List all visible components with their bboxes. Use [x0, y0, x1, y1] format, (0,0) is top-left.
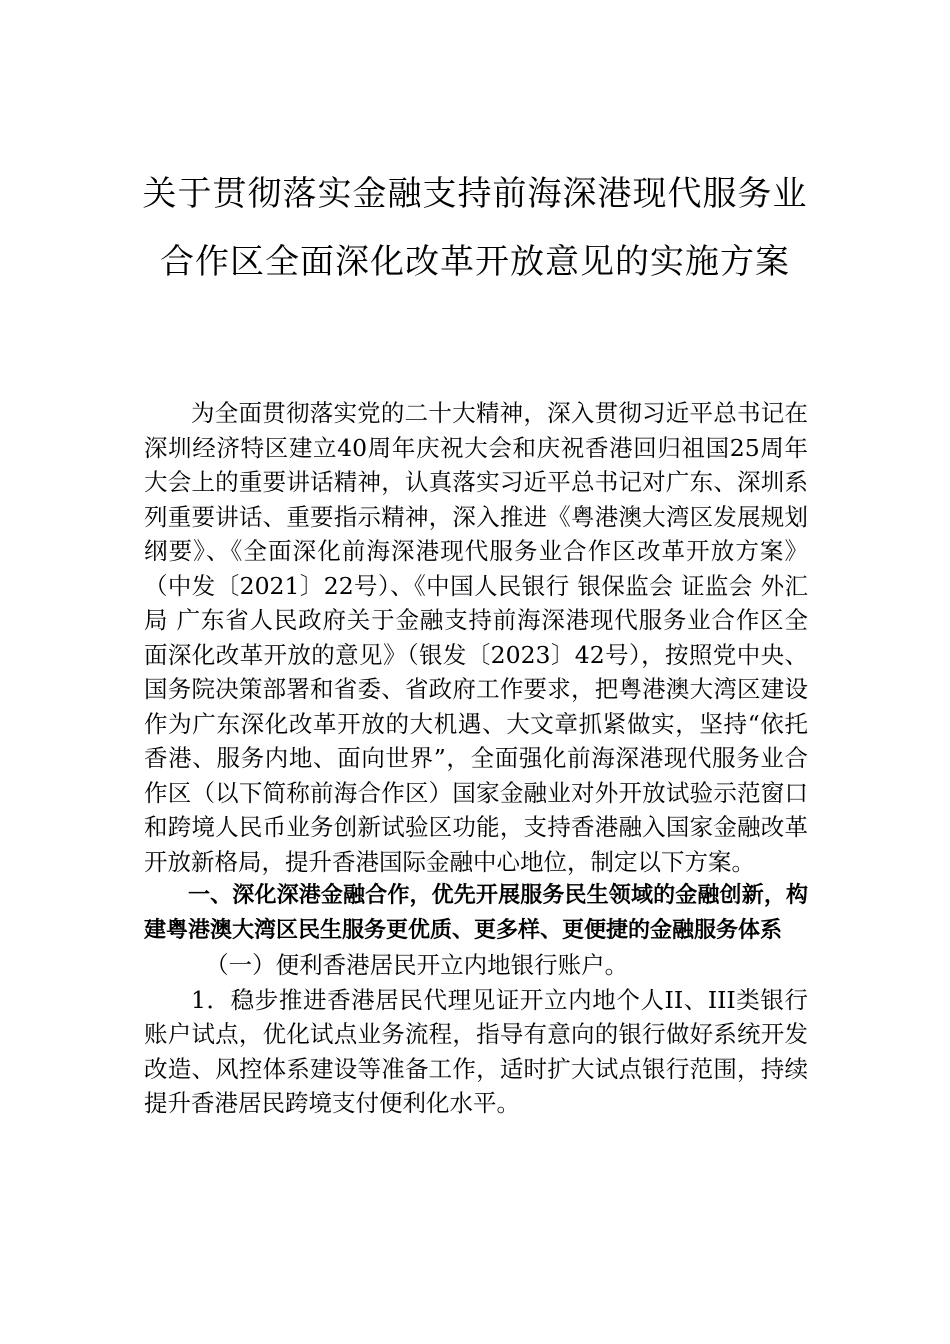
- item-paragraph-1: 1．稳步推进香港居民代理见证开立内地个人II、III类银行账户试点，优化试点业务流程，指导有意向的银行做好系统开发改造、风控体系建设等准备工作，适时扩大试点银行范围，持续提升香港居民跨境支付便利化水平。: [144, 985, 808, 1117]
- section-heading-1: 一、深化深港金融合作，优先开展服务民生领域的金融创新，构建粤港澳大湾区民生服务更优质、更多样、更便捷的金融服务体系: [144, 883, 808, 943]
- document-title: 关于贯彻落实金融支持前海深港现代服务业合作区全面深化改革开放意见的实施方案: [142, 174, 808, 282]
- intro-paragraph: 为全面贯彻落实党的二十大精神，深入贯彻习近平总书记在深圳经济特区建立40周年庆祝大会和庆祝香港回归祖国25周年大会上的重要讲话精神，认真落实习近平总书记对广东、深圳系列重要讲话、重要指示精神，深入推进《粤港澳大湾区发展规划纲要》、《全面深化前海深港现代服务业合作区改革开放方案》（中发〔2021〕22号）、《中国人民银行 银保监会 证监会 外汇局 广东省人民政府关于金融支持前海深港现代服务业合作区全面深化改革开放的意见》（银发〔2023〕42号），按照党中央、国务院决策部署和省委、省政府工作要求，把粤港澳大湾区建设作为广东深化改革开放的大机遇、大文章抓紧做实，坚持“依托香港、服务内地、面向世界”，全面强化前海深港现代服务业合作区（以下简称前海合作区）国家金融业对外开放试验示范窗口和跨境人民币业务创新试验区功能，支持香港融入国家金融改革开放新格局，提升香港国际金融中心地位，制定以下方案。: [144, 399, 808, 876]
- subsection-heading-1: （一）便利香港居民开立内地银行账户。: [205, 951, 629, 979]
- document-body: [144, 396, 808, 1121]
